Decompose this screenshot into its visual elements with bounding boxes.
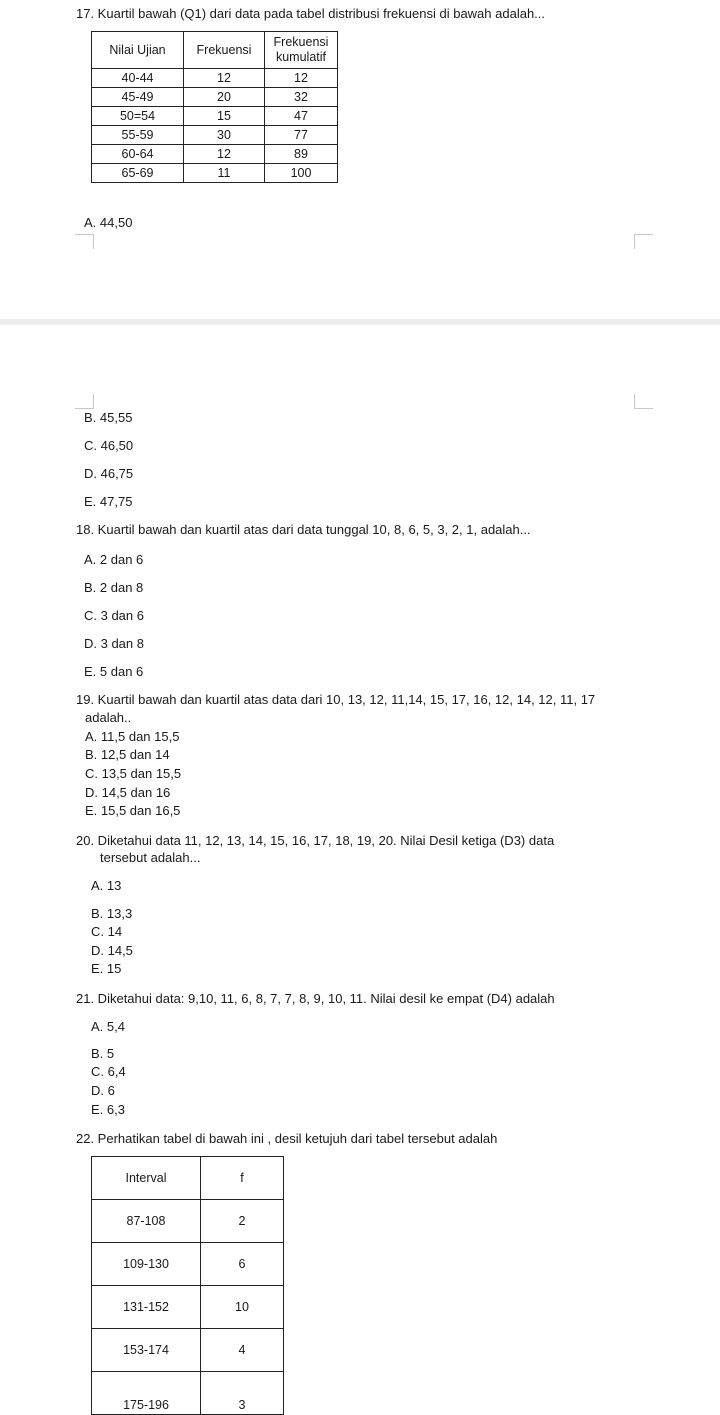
option-20-b[interactable]: B. 13,3 [91,906,133,921]
question-19: 19. Kuartil bawah dan kuartil atas data dari 10, 13, 12, 11,14, 15, 17, 16, 12, 14, 12, 11, 17 [76,692,596,707]
option-19-d[interactable]: D. 14,5 dan 16 [85,785,171,800]
table-row [92,1372,284,1415]
question-22: 22. Perhatikan tabel di bawah ini , desil ketujuh dari tabel tersebut adalah [76,1131,498,1146]
option-20-d[interactable]: D. 14,5 [91,943,133,958]
cell-interval: 153-174 [92,1329,201,1372]
header-frekuensi-kumulatif: Frekuensi kumulatif [265,32,338,69]
cell-cumulative: 77 [265,126,338,145]
option-17-e[interactable]: E. 47,75 [84,494,133,509]
cell-interval: 109-130 [92,1243,201,1286]
option-17-d[interactable]: D. 46,75 [84,466,134,481]
header-nilai-ujian: Nilai Ujian [92,32,184,69]
question-20-continued: tersebut adalah... [100,850,201,865]
cell-interval: 175-196 [92,1372,201,1415]
table-row [92,145,338,164]
cell-frequency: 20 [184,88,265,107]
crop-mark [634,394,653,409]
option-18-d[interactable]: D. 3 dan 8 [84,636,144,651]
option-21-a[interactable]: A. 5,4 [91,1019,125,1034]
crop-mark [634,234,653,249]
cell-frequency: 12 [184,145,265,164]
cell-frequency: 6 [201,1243,284,1286]
table-row [92,1286,284,1329]
option-19-a[interactable]: A. 11,5 dan 15,5 [85,729,180,744]
option-20-c[interactable]: C. 14 [91,924,123,939]
header-frekuensi: Frekuensi [184,32,265,69]
cell-frequency: 3 [201,1372,284,1415]
option-18-a[interactable]: A. 2 dan 6 [84,552,144,567]
table-row [92,107,338,126]
option-21-b[interactable]: B. 5 [91,1046,115,1061]
cell-interval: 131-152 [92,1286,201,1329]
cell-interval: 55-59 [92,126,184,145]
cell-interval: 50=54 [92,107,184,126]
table-row [92,69,338,88]
cell-frequency: 15 [184,107,265,126]
table-row [92,126,338,145]
option-20-e[interactable]: E. 15 [91,961,122,976]
question-18: 18. Kuartil bawah dan kuartil atas dari data tunggal 10, 8, 6, 5, 3, 2, 1, adalah... [76,522,531,537]
table-row [92,1329,284,1372]
question-17: 17. Kuartil bawah (Q1) dari data pada tabel distribusi frekuensi di bawah adalah... [76,6,546,21]
question-19-continued: adalah.. [85,710,132,725]
cell-cumulative: 12 [265,69,338,88]
cell-interval: 45-49 [92,88,184,107]
option-17-c[interactable]: C. 46,50 [84,438,134,453]
option-21-d[interactable]: D. 6 [91,1083,115,1098]
option-19-b[interactable]: B. 12,5 dan 14 [85,747,170,762]
table-header-row [92,32,338,69]
cell-cumulative: 89 [265,145,338,164]
table-row [92,88,338,107]
cell-frequency: 10 [201,1286,284,1329]
option-20-a[interactable]: A. 13 [91,878,122,893]
cell-frequency: 4 [201,1329,284,1372]
crop-mark [75,234,94,249]
question-21: 21. Diketahui data: 9,10, 11, 6, 8, 7, 7, 8, 9, 10, 11. Nilai desil ke empat (D4) adalah [76,991,555,1006]
cell-frequency: 2 [201,1200,284,1243]
cell-interval: 65-69 [92,164,184,183]
table-row [92,1200,284,1243]
table-header-row [92,1157,284,1200]
cell-cumulative: 47 [265,107,338,126]
option-17-b[interactable]: B. 45,55 [84,410,133,425]
cell-interval: 40-44 [92,69,184,88]
option-21-c[interactable]: C. 6,4 [91,1064,126,1079]
frequency-table-q17 [91,31,338,183]
crop-mark [75,394,94,409]
table-row [92,1243,284,1286]
option-18-e[interactable]: E. 5 dan 6 [84,664,144,679]
header-frequency: f [201,1157,284,1200]
cell-frequency: 11 [184,164,265,183]
option-19-e[interactable]: E. 15,5 dan 16,5 [85,803,181,818]
cell-cumulative: 100 [265,164,338,183]
page-separator [0,319,720,325]
cell-interval: 60-64 [92,145,184,164]
header-interval: Interval [92,1157,201,1200]
cell-cumulative: 32 [265,88,338,107]
option-17-a[interactable]: A. 44,50 [84,215,133,230]
option-19-c[interactable]: C. 13,5 dan 15,5 [85,766,182,781]
option-21-e[interactable]: E. 6,3 [91,1102,125,1117]
cell-frequency: 30 [184,126,265,145]
interval-table-q22 [91,1156,284,1415]
cell-frequency: 12 [184,69,265,88]
option-18-c[interactable]: C. 3 dan 6 [84,608,144,623]
cell-interval: 87-108 [92,1200,201,1243]
option-18-b[interactable]: B. 2 dan 8 [84,580,144,595]
question-20: 20. Diketahui data 11, 12, 13, 14, 15, 16, 17, 18, 19, 20. Nilai Desil ketiga (D3) data [76,833,555,848]
table-row [92,164,338,183]
